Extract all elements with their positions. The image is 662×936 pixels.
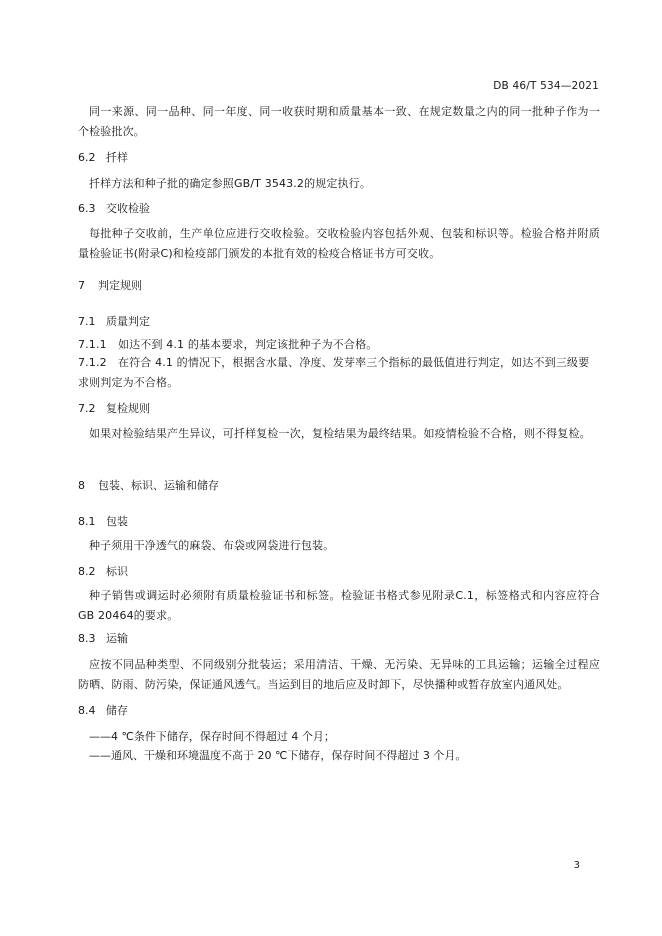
heading-title: 标识 [106,565,128,578]
heading-number: 7.2 [78,402,96,415]
heading-title: 复检规则 [106,402,150,415]
clause-text: 如达不到 4.1 的基本要求，判定该批种子为不合格。 [118,338,378,351]
heading-6-3 [78,201,150,217]
heading-title: 质量判定 [106,315,150,328]
paragraph-8-3: 应按不同品种类型、不同级别分批装运；采用清洁、干燥、无污染、无异味的工具运输；运输全过程应防晒、防雨、防污染，保证通风透气。当运到目的地后应及时卸下，尽快播种或暂存放室内通风处。 [78,658,600,691]
heading-8-1 [78,514,128,530]
heading-6-2 [78,150,128,166]
heading-title: 包装、标识、运输和储存 [98,479,219,492]
paragraph-8-1: 种子须用干净透气的麻袋、布袋或网袋进行包装。 [89,539,335,552]
heading-number: 7.1 [78,315,96,328]
heading-title: 包装 [106,515,128,528]
heading-title: 扦样 [106,151,128,164]
paragraph-8-2: 种子销售或调运时必须附有质量检验证书和标签。检验证书格式参见附录C.1，标签格式和内容应符合GB 20464的要求。 [78,589,600,622]
clause-number: 7.1.1 [78,338,107,351]
heading-number: 6.3 [78,202,96,215]
heading-8-2 [78,564,128,580]
heading-7-1 [78,314,150,330]
heading-number: 7 [78,279,85,292]
paragraph-6-2: 扦样方法和种子批的确定参照GB/T 3543.2的规定执行。 [89,177,371,190]
heading-8-3 [78,631,128,647]
heading-7 [78,278,142,294]
paragraph-6-3: 每批种子交收前，生产单位应进行交收检验。交收检验内容包括外观、包装和标识等。检验合格并附质量检验证书(附录C)和检疫部门颁发的本批有效的检疫合格证书方可交收。 [78,227,600,260]
heading-number: 6.2 [78,151,96,164]
page-number: 3 [573,860,580,871]
heading-number: 8.3 [78,632,96,645]
heading-8 [78,478,219,494]
clause-text: 在符合 4.1 的情况下，根据含水量、净度、发芽率三个指标的最低值进行判定，如达不到三级要求则判定为不合格。 [78,356,590,389]
clause-number: 7.1.2 [78,356,107,369]
heading-8-4 [78,703,128,719]
heading-7-2 [78,401,150,417]
heading-number: 8.4 [78,704,96,717]
storage-item-1: ——4 ℃条件下储存，保存时间不得超过 4 个月； [89,730,335,743]
heading-title: 储存 [106,704,128,717]
clause-7-1-2 [78,353,600,393]
heading-title: 运输 [106,632,128,645]
document-code: DB 46/T 534—2021 [493,80,599,92]
heading-number: 8.1 [78,515,96,528]
clause-7-1-1 [78,335,600,355]
heading-number: 8.2 [78,565,96,578]
paragraph-7-2: 如果对检验结果产生异议，可扦样复检一次，复检结果为最终结果。如疫情检验不合格，则不得复检。 [89,427,591,440]
heading-number: 8 [78,479,85,492]
paragraph-6-1-continued: 同一来源、同一品种、同一年度、同一收获时期和质量基本一致、在规定数量之内的同一批种子作为一个检验批次。 [78,105,600,138]
heading-title: 交收检验 [106,202,150,215]
heading-title: 判定规则 [98,279,142,292]
storage-item-2: ——通风、干燥和环境温度不高于 20 ℃下储存，保存时间不得超过 3 个月。 [89,749,467,762]
